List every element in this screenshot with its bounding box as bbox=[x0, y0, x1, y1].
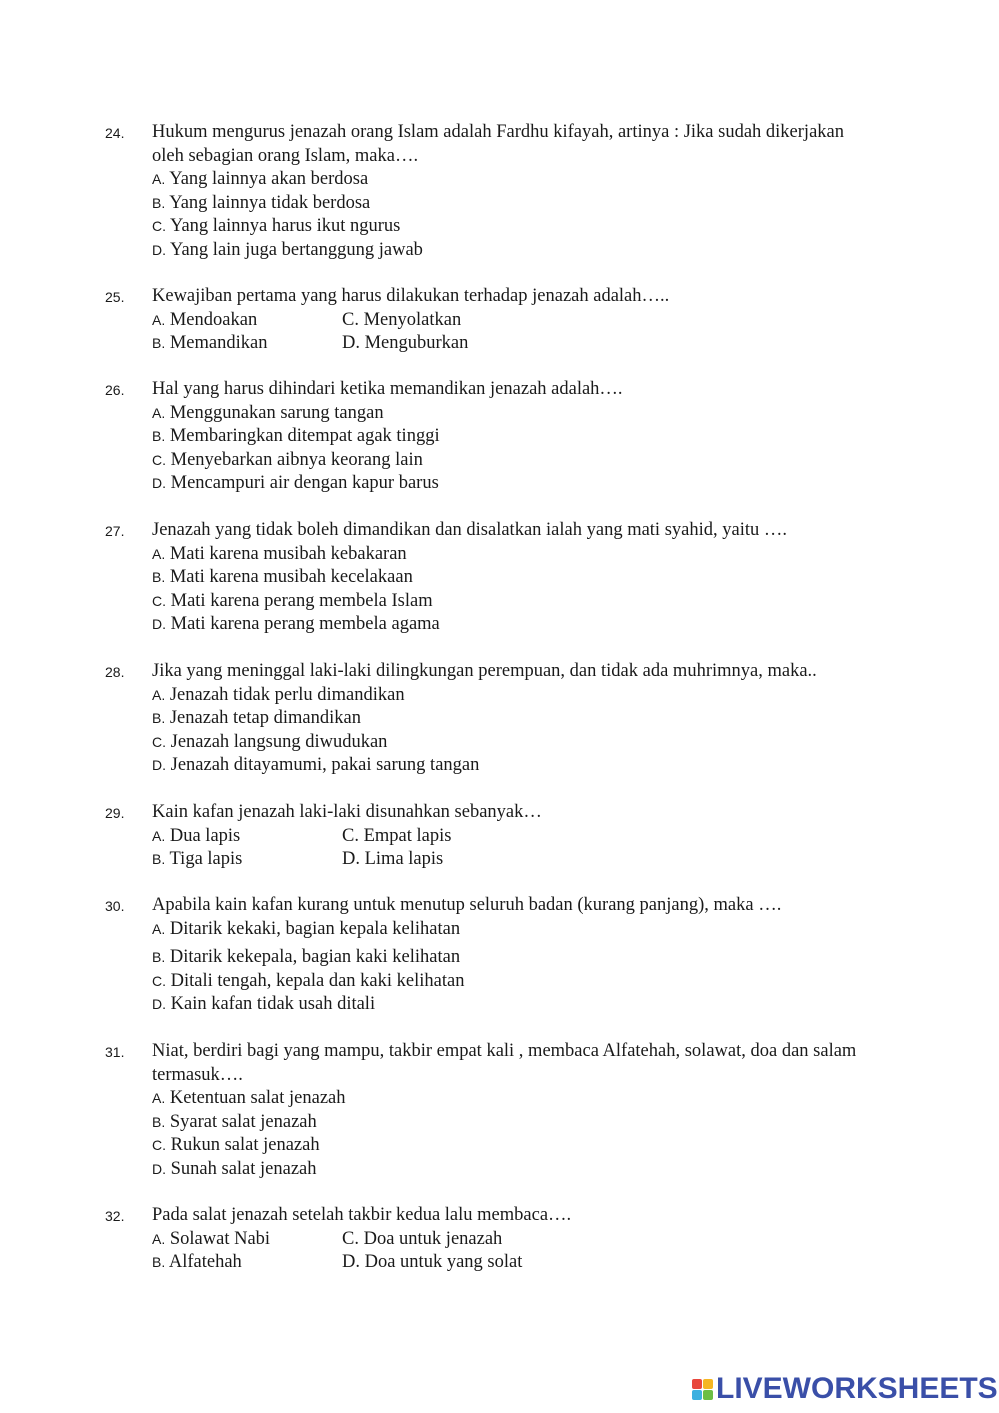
option-letter: B. bbox=[152, 195, 166, 211]
option-letter: D. bbox=[152, 475, 166, 491]
option-text: D. Menguburkan bbox=[342, 333, 469, 353]
option-text: Yang lainnya tidak berdosa bbox=[169, 193, 371, 213]
option-a[interactable] bbox=[152, 1228, 270, 1252]
option-b[interactable] bbox=[152, 946, 460, 970]
question-number: 32. bbox=[105, 1208, 125, 1224]
option-text: Mati karena perang membela Islam bbox=[170, 591, 433, 611]
liveworksheets-logo-icon bbox=[692, 1379, 713, 1400]
option-text: Yang lainnya harus ikut ngurus bbox=[169, 216, 401, 236]
option-d[interactable] bbox=[152, 472, 439, 496]
question-stem: Kewajiban pertama yang harus dilakukan terhadap jenazah adalah….. bbox=[152, 286, 670, 306]
liveworksheets-watermark[interactable] bbox=[692, 1374, 998, 1404]
option-c[interactable] bbox=[342, 309, 461, 333]
question-25 bbox=[0, 285, 999, 360]
option-b[interactable] bbox=[152, 192, 370, 216]
option-text: Dua lapis bbox=[169, 826, 241, 846]
option-d[interactable] bbox=[152, 1158, 317, 1182]
option-c[interactable] bbox=[342, 1228, 502, 1252]
option-text: Mendoakan bbox=[169, 310, 258, 330]
option-text: Ditali tengah, kepala dan kaki kelihatan bbox=[170, 971, 465, 991]
question-stem: Hukum mengurus jenazah orang Islam adalah Fardhu kifayah, artinya : Jika sudah dikerjakan oleh sebagian orang Islam, maka…. bbox=[152, 122, 844, 166]
option-text: Memandikan bbox=[169, 333, 268, 353]
option-letter: B. bbox=[152, 1114, 166, 1130]
option-letter: A. bbox=[152, 312, 166, 328]
option-d[interactable] bbox=[342, 332, 468, 356]
option-letter: D. bbox=[152, 616, 166, 632]
option-a[interactable] bbox=[152, 543, 407, 567]
option-b[interactable] bbox=[152, 566, 413, 590]
option-text: Sunah salat jenazah bbox=[170, 1159, 317, 1179]
question-30 bbox=[0, 894, 999, 1019]
option-letter: A. bbox=[152, 1090, 166, 1106]
option-d[interactable] bbox=[152, 993, 375, 1017]
question-stem: Niat, berdiri bagi yang mampu, takbir empat kali , membaca Alfatehah, solawat, doa dan salam termasuk…. bbox=[152, 1041, 857, 1085]
option-text: Tiga lapis bbox=[169, 849, 243, 869]
question-number: 31. bbox=[105, 1044, 125, 1060]
question-stem: Kain kafan jenazah laki-laki disunahkan sebanyak… bbox=[152, 802, 542, 822]
option-text: D. Lima lapis bbox=[342, 849, 444, 869]
option-b[interactable] bbox=[152, 425, 440, 449]
option-text: Mati karena musibah kecelakaan bbox=[169, 567, 413, 587]
option-text: Ditarik kekepala, bagian kaki kelihatan bbox=[169, 947, 461, 967]
option-letter: C. bbox=[152, 452, 166, 468]
option-text: Menyebarkan aibnya keorang lain bbox=[170, 450, 423, 470]
option-text: Membaringkan ditempat agak tinggi bbox=[169, 426, 440, 446]
option-text: Kain kafan tidak usah ditali bbox=[170, 994, 376, 1014]
option-d[interactable] bbox=[152, 239, 423, 263]
option-d[interactable] bbox=[152, 754, 479, 778]
option-letter: A. bbox=[152, 405, 166, 421]
option-text: Rukun salat jenazah bbox=[170, 1135, 320, 1155]
option-letter: A. bbox=[152, 687, 166, 703]
option-text: Solawat Nabi bbox=[169, 1229, 271, 1249]
option-letter: D. bbox=[152, 757, 166, 773]
option-b[interactable] bbox=[152, 707, 361, 731]
option-text: D. Doa untuk yang solat bbox=[342, 1252, 523, 1272]
question-stem: Jika yang meninggal laki-laki dilingkungan perempuan, dan tidak ada muhrimnya, maka.. bbox=[152, 661, 817, 681]
option-c[interactable] bbox=[152, 590, 433, 614]
option-text: Jenazah langsung diwudukan bbox=[170, 732, 388, 752]
option-b[interactable] bbox=[152, 1111, 317, 1135]
option-d[interactable] bbox=[342, 1251, 522, 1275]
option-a[interactable] bbox=[152, 168, 368, 192]
option-letter: B. bbox=[152, 851, 166, 867]
option-letter: B. bbox=[152, 335, 166, 351]
option-letter: D. bbox=[152, 996, 166, 1012]
question-number: 24. bbox=[105, 125, 125, 141]
question-stem: Hal yang harus dihindari ketika memandikan jenazah adalah…. bbox=[152, 379, 623, 399]
option-letter: B. bbox=[152, 949, 166, 965]
option-c[interactable] bbox=[152, 970, 464, 994]
option-d[interactable] bbox=[342, 848, 443, 872]
option-letter: C. bbox=[152, 1137, 166, 1153]
option-text: C. Menyolatkan bbox=[342, 310, 462, 330]
option-text: Yang lainnya akan berdosa bbox=[169, 169, 369, 189]
option-text: Syarat salat jenazah bbox=[169, 1112, 317, 1132]
option-letter: D. bbox=[152, 242, 166, 258]
option-text: Jenazah tetap dimandikan bbox=[169, 708, 361, 728]
logo-square bbox=[703, 1379, 713, 1389]
option-a[interactable] bbox=[152, 684, 405, 708]
question-number: 26. bbox=[105, 382, 125, 398]
option-letter: A. bbox=[152, 921, 166, 937]
option-b[interactable] bbox=[152, 848, 242, 872]
question-number: 27. bbox=[105, 523, 125, 539]
option-a[interactable] bbox=[152, 1087, 346, 1111]
option-text: Jenazah tidak perlu dimandikan bbox=[169, 685, 405, 705]
option-text: Ketentuan salat jenazah bbox=[169, 1088, 346, 1108]
question-24 bbox=[0, 121, 999, 266]
option-letter: C. bbox=[152, 973, 166, 989]
question-number: 25. bbox=[105, 289, 125, 305]
option-text: Jenazah ditayamumi, pakai sarung tangan bbox=[170, 755, 480, 775]
option-b[interactable] bbox=[152, 332, 267, 356]
option-text: C. Doa untuk jenazah bbox=[342, 1229, 503, 1249]
question-31 bbox=[0, 1040, 999, 1185]
option-text: Mencampuri air dengan kapur barus bbox=[170, 473, 439, 493]
logo-square bbox=[692, 1390, 702, 1400]
option-letter: C. bbox=[152, 218, 166, 234]
option-a[interactable] bbox=[152, 309, 257, 333]
option-text: C. Empat lapis bbox=[342, 826, 452, 846]
option-a[interactable] bbox=[152, 918, 460, 942]
question-stem: Jenazah yang tidak boleh dimandikan dan disalatkan ialah yang mati syahid, yaitu …. bbox=[152, 520, 787, 540]
liveworksheets-wordmark: LIVEWORKSHEETS bbox=[716, 1372, 998, 1405]
question-number: 30. bbox=[105, 898, 125, 914]
question-27 bbox=[0, 519, 999, 639]
option-c[interactable] bbox=[152, 731, 387, 755]
option-letter: B. bbox=[152, 710, 166, 726]
option-text: Alfatehah bbox=[168, 1252, 242, 1272]
option-c[interactable] bbox=[152, 1134, 320, 1158]
question-number: 29. bbox=[105, 805, 125, 821]
option-c[interactable] bbox=[152, 449, 423, 473]
option-text: Mati karena perang membela agama bbox=[170, 614, 440, 634]
option-letter: A. bbox=[152, 828, 166, 844]
option-a[interactable] bbox=[152, 825, 240, 849]
option-a[interactable] bbox=[152, 402, 384, 426]
option-letter: D. bbox=[152, 1161, 166, 1177]
option-text: Yang lain juga bertanggung jawab bbox=[169, 240, 423, 260]
option-letter: B. bbox=[152, 1254, 166, 1270]
option-c[interactable] bbox=[342, 825, 451, 849]
question-29 bbox=[0, 801, 999, 876]
logo-square bbox=[692, 1379, 702, 1389]
question-stem: Apabila kain kafan kurang untuk menutup seluruh badan (kurang panjang), maka …. bbox=[152, 895, 782, 915]
option-b[interactable] bbox=[152, 1251, 242, 1275]
option-text: Mati karena musibah kebakaran bbox=[169, 544, 407, 564]
option-letter: A. bbox=[152, 1231, 166, 1247]
logo-square bbox=[703, 1390, 713, 1400]
question-number: 28. bbox=[105, 664, 125, 680]
option-text: Menggunakan sarung tangan bbox=[169, 403, 384, 423]
option-d[interactable] bbox=[152, 613, 440, 637]
option-letter: B. bbox=[152, 428, 166, 444]
option-letter: A. bbox=[152, 171, 166, 187]
option-letter: B. bbox=[152, 569, 166, 585]
question-32 bbox=[0, 1204, 999, 1279]
option-letter: A. bbox=[152, 546, 166, 562]
option-letter: C. bbox=[152, 593, 166, 609]
question-stem: Pada salat jenazah setelah takbir kedua lalu membaca…. bbox=[152, 1205, 572, 1225]
option-c[interactable] bbox=[152, 215, 400, 239]
option-text: Ditarik kekaki, bagian kepala kelihatan bbox=[169, 919, 461, 939]
question-26 bbox=[0, 378, 999, 498]
question-28 bbox=[0, 660, 999, 780]
option-letter: C. bbox=[152, 734, 166, 750]
